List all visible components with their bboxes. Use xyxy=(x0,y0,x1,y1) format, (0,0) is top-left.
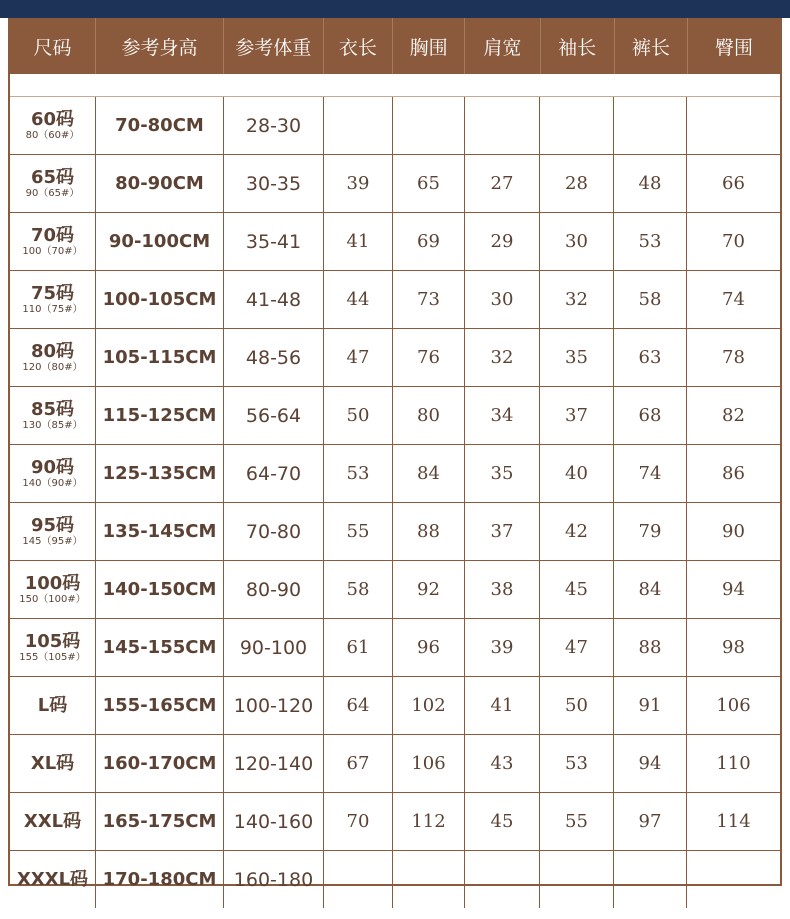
hip-cell: 106 xyxy=(716,695,751,716)
table-row xyxy=(10,271,780,329)
top-banner-strip xyxy=(0,0,790,18)
sleeve-cell: 55 xyxy=(540,793,614,850)
height-cell: 170-180CM xyxy=(96,851,224,908)
pants-length-cell: 84 xyxy=(614,561,687,618)
table-header-row xyxy=(10,18,780,74)
table-row xyxy=(10,155,780,213)
sleeve-cell: 35 xyxy=(540,329,614,386)
garment-length-cell: 41 xyxy=(324,213,393,270)
hip-cell: 114 xyxy=(716,811,751,832)
weight-cell: 48-56 xyxy=(224,329,324,386)
height-cell: 140-150CM xyxy=(96,561,224,618)
garment-length-cell: 70 xyxy=(324,793,393,850)
sleeve-cell: 32 xyxy=(540,271,614,328)
size-label: XXXL码 xyxy=(16,868,89,890)
hip-cell xyxy=(687,97,780,154)
weight-cell: 56-64 xyxy=(224,387,324,444)
weight-cell: 28-30 xyxy=(224,97,324,154)
hip-cell: 66 xyxy=(722,173,745,194)
size-cell xyxy=(10,619,96,676)
sleeve-cell xyxy=(540,97,614,154)
size-cell xyxy=(10,329,96,386)
pants-length-cell: 88 xyxy=(614,619,687,676)
size-cell xyxy=(10,851,96,908)
weight-cell: 160-180 xyxy=(224,851,324,908)
weight-cell: 100-120 xyxy=(224,677,324,734)
size-sublabel: 80（60#） xyxy=(25,129,80,141)
chest-cell: 112 xyxy=(393,793,465,850)
size-label: 80码 xyxy=(30,340,75,362)
size-label: 85码 xyxy=(30,398,75,420)
height-cell: 160-170CM xyxy=(96,735,224,792)
shoulder-cell: 39 xyxy=(465,619,540,676)
size-label: 75码 xyxy=(30,282,75,304)
size-sublabel: 110（75#） xyxy=(22,303,83,315)
size-cell xyxy=(10,213,96,270)
size-sublabel: 130（85#） xyxy=(22,419,83,431)
header-chest: 胸围 xyxy=(393,18,465,74)
weight-cell: 35-41 xyxy=(224,213,324,270)
chest-cell: 65 xyxy=(393,155,465,212)
size-cell xyxy=(10,271,96,328)
garment-length-cell: 47 xyxy=(324,329,393,386)
pants-length-cell xyxy=(614,97,687,154)
chest-cell: 69 xyxy=(393,213,465,270)
height-cell: 115-125CM xyxy=(96,387,224,444)
garment-length-cell: 39 xyxy=(324,155,393,212)
chest-cell: 80 xyxy=(393,387,465,444)
chest-cell: 88 xyxy=(393,503,465,560)
height-cell: 90-100CM xyxy=(96,213,224,270)
shoulder-cell: 34 xyxy=(465,387,540,444)
garment-length-cell: 61 xyxy=(324,619,393,676)
hip-cell xyxy=(687,851,780,908)
shoulder-cell: 38 xyxy=(465,561,540,618)
size-cell xyxy=(10,735,96,792)
size-sublabel: 120（80#） xyxy=(22,361,83,373)
shoulder-cell: 35 xyxy=(465,445,540,502)
garment-length-cell: 55 xyxy=(324,503,393,560)
table-row xyxy=(10,387,780,445)
shoulder-cell: 27 xyxy=(465,155,540,212)
table-row xyxy=(10,561,780,619)
chest-cell: 76 xyxy=(393,329,465,386)
sleeve-cell: 53 xyxy=(540,735,614,792)
size-sublabel: 100（70#） xyxy=(22,245,83,257)
chest-cell xyxy=(393,97,465,154)
table-row xyxy=(10,677,780,735)
table-row xyxy=(10,213,780,271)
garment-length-cell: 44 xyxy=(324,271,393,328)
height-cell: 125-135CM xyxy=(96,445,224,502)
garment-length-cell xyxy=(324,97,393,154)
size-label: 100码 xyxy=(24,572,81,594)
table-row xyxy=(10,97,780,155)
table-row xyxy=(10,329,780,387)
chest-cell xyxy=(393,851,465,908)
size-cell xyxy=(10,97,96,154)
table-row xyxy=(10,445,780,503)
size-sublabel: 155（105#） xyxy=(19,651,86,663)
table-row xyxy=(10,735,780,793)
chest-cell: 102 xyxy=(393,677,465,734)
hip-cell: 98 xyxy=(722,637,745,658)
sleeve-cell: 42 xyxy=(540,503,614,560)
header-size: 尺码 xyxy=(10,18,96,74)
table-row xyxy=(10,503,780,561)
height-cell: 70-80CM xyxy=(96,97,224,154)
size-cell xyxy=(10,561,96,618)
size-label: 95码 xyxy=(30,514,75,536)
sleeve-cell: 45 xyxy=(540,561,614,618)
weight-cell: 90-100 xyxy=(224,619,324,676)
size-sublabel: 150（100#） xyxy=(19,593,86,605)
shoulder-cell: 43 xyxy=(465,735,540,792)
header-sleeve: 袖长 xyxy=(541,18,615,74)
size-label: 90码 xyxy=(30,456,75,478)
sleeve-cell xyxy=(540,851,614,908)
height-cell: 80-90CM xyxy=(96,155,224,212)
header-shoulder: 肩宽 xyxy=(465,18,540,74)
sleeve-cell: 47 xyxy=(540,619,614,676)
sleeve-cell: 28 xyxy=(540,155,614,212)
chest-cell: 106 xyxy=(393,735,465,792)
hip-cell: 70 xyxy=(722,231,745,252)
size-sublabel: 140（90#） xyxy=(22,477,83,489)
pants-length-cell: 58 xyxy=(614,271,687,328)
table-row xyxy=(10,793,780,851)
weight-cell: 30-35 xyxy=(224,155,324,212)
pants-length-cell: 94 xyxy=(614,735,687,792)
garment-length-cell: 50 xyxy=(324,387,393,444)
shoulder-cell: 37 xyxy=(465,503,540,560)
garment-length-cell: 58 xyxy=(324,561,393,618)
height-cell: 135-145CM xyxy=(96,503,224,560)
size-cell xyxy=(10,445,96,502)
shoulder-cell: 32 xyxy=(465,329,540,386)
size-label: L码 xyxy=(37,694,68,716)
pants-length-cell xyxy=(614,851,687,908)
pants-length-cell: 63 xyxy=(614,329,687,386)
hip-cell: 94 xyxy=(722,579,745,600)
hip-cell: 86 xyxy=(722,463,745,484)
size-label: 70码 xyxy=(30,224,75,246)
chest-cell: 73 xyxy=(393,271,465,328)
table-row xyxy=(10,851,780,908)
hip-cell: 90 xyxy=(722,521,745,542)
header-pants-length: 裤长 xyxy=(615,18,688,74)
pants-length-cell: 68 xyxy=(614,387,687,444)
size-sublabel: 90（65#） xyxy=(25,187,80,199)
sleeve-cell: 30 xyxy=(540,213,614,270)
table-body xyxy=(10,97,780,908)
size-label: 105码 xyxy=(24,630,81,652)
header-ref-weight: 参考体重 xyxy=(224,18,324,74)
size-cell xyxy=(10,793,96,850)
hip-cell: 74 xyxy=(722,289,745,310)
size-chart-table xyxy=(8,18,782,891)
chest-cell: 84 xyxy=(393,445,465,502)
shoulder-cell xyxy=(465,851,540,908)
pants-length-cell: 79 xyxy=(614,503,687,560)
pants-length-cell: 53 xyxy=(614,213,687,270)
hip-cell: 82 xyxy=(722,405,745,426)
size-cell xyxy=(10,503,96,560)
weight-cell: 70-80 xyxy=(224,503,324,560)
sleeve-cell: 50 xyxy=(540,677,614,734)
hip-cell: 78 xyxy=(722,347,745,368)
pants-length-cell: 48 xyxy=(614,155,687,212)
height-cell: 105-115CM xyxy=(96,329,224,386)
size-label: 60码 xyxy=(30,108,75,130)
header-garment-length: 衣长 xyxy=(324,18,393,74)
height-cell: 145-155CM xyxy=(96,619,224,676)
weight-cell: 120-140 xyxy=(224,735,324,792)
height-cell: 165-175CM xyxy=(96,793,224,850)
height-cell: 155-165CM xyxy=(96,677,224,734)
shoulder-cell xyxy=(465,97,540,154)
sleeve-cell: 37 xyxy=(540,387,614,444)
height-cell: 100-105CM xyxy=(96,271,224,328)
sleeve-cell: 40 xyxy=(540,445,614,502)
shoulder-cell: 41 xyxy=(465,677,540,734)
size-label: XXL码 xyxy=(23,810,82,832)
size-cell xyxy=(10,677,96,734)
weight-cell: 140-160 xyxy=(224,793,324,850)
shoulder-cell: 45 xyxy=(465,793,540,850)
size-cell xyxy=(10,387,96,444)
garment-length-cell xyxy=(324,851,393,908)
weight-cell: 64-70 xyxy=(224,445,324,502)
table-row xyxy=(10,619,780,677)
header-hip: 臀围 xyxy=(714,36,753,59)
pants-length-cell: 91 xyxy=(614,677,687,734)
size-sublabel: 145（95#） xyxy=(22,535,83,547)
header-ref-height: 参考身高 xyxy=(96,18,224,74)
weight-cell: 41-48 xyxy=(224,271,324,328)
size-label: 65码 xyxy=(30,166,75,188)
garment-length-cell: 67 xyxy=(324,735,393,792)
weight-cell: 80-90 xyxy=(224,561,324,618)
shoulder-cell: 30 xyxy=(465,271,540,328)
pants-length-cell: 97 xyxy=(614,793,687,850)
size-label: XL码 xyxy=(30,752,75,774)
garment-length-cell: 53 xyxy=(324,445,393,502)
chest-cell: 92 xyxy=(393,561,465,618)
garment-length-cell: 64 xyxy=(324,677,393,734)
size-cell xyxy=(10,155,96,212)
shoulder-cell: 29 xyxy=(465,213,540,270)
header-spacer xyxy=(10,74,780,97)
pants-length-cell: 74 xyxy=(614,445,687,502)
chest-cell: 96 xyxy=(393,619,465,676)
hip-cell: 110 xyxy=(716,753,751,774)
